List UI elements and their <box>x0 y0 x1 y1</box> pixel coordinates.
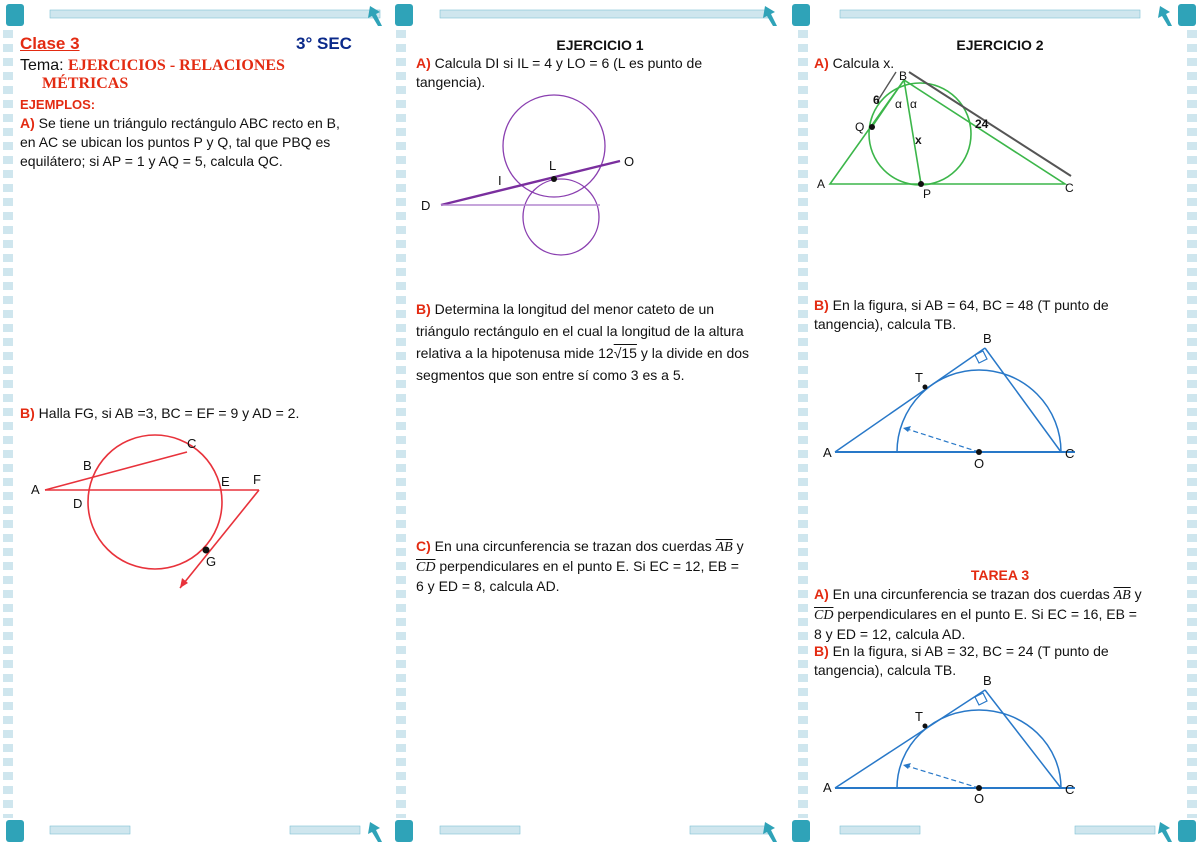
label-b: B <box>983 331 992 346</box>
label-a: A <box>823 780 832 795</box>
exercise-2-b: B) En la figura, si AB = 64, BC = 48 (T punto de tangencia), calcula TB. <box>814 297 1109 332</box>
figure-secant-circle <box>25 430 285 600</box>
side-ab <box>835 690 985 788</box>
radius-dashed <box>907 766 979 788</box>
homework-a: A) En una circunferencia se trazan dos cuerdas $\overline{AB}$ y $\overline{CD}$ perpendiculares en el punto E. Si EC = 16, EB = 8 y ED = 12, calcula AD. <box>814 586 1142 642</box>
topic-title <box>20 57 380 93</box>
bottom-border-decoration <box>0 818 1200 848</box>
label-24: 24 <box>975 117 989 131</box>
example-b: B) Halla FG, si AB =3, BC = EF = 9 y AD = 2. <box>20 405 300 421</box>
label-d: D <box>73 496 83 511</box>
point-g <box>203 547 210 554</box>
radius-dashed <box>907 429 979 452</box>
exercise-1-title: EJERCICIO 1 <box>556 37 644 53</box>
circle <box>88 435 222 569</box>
label-q: Q <box>855 120 865 134</box>
label-o: O <box>974 456 985 471</box>
label-b: B <box>83 458 92 473</box>
topic-prefix: Tema: <box>20 57 69 74</box>
exercise-1-b: B) Determina la longitud del menor cateto de un triángulo rectángulo en el cual la longitud de la altura relativa a la hipotenusa mide 12√15 y la divide en dos segmentos que son entre sí como 3 es a 5. <box>416 301 750 383</box>
label-a: A <box>31 482 40 497</box>
point-l <box>551 176 557 182</box>
side-ab <box>835 348 985 452</box>
side-bc <box>985 690 1061 788</box>
figure-semicircle-1 <box>815 325 1085 475</box>
measure-24 <box>909 72 1071 176</box>
top-border-decoration <box>0 0 1200 30</box>
measure-6 <box>877 72 896 102</box>
exercise-1-c: C) En una circunferencia se trazan dos cuerdas $\overline{AB}$ y $\overline{CD}$ perpendiculares en el punto E. Si EC = 12, EB = 6 y ED = 8, calcula AD. <box>416 538 744 594</box>
exercise-1-a: A) Calcula DI si IL = 4 y LO = 6 (L es punto de tangencia). <box>416 55 703 90</box>
point-t <box>923 385 928 390</box>
figure-semicircle-2 <box>815 668 1085 808</box>
label-o: O <box>624 154 635 169</box>
exercise-2-a: A) Calcula x. <box>814 55 895 71</box>
examples-heading: EJEMPLOS: <box>20 97 96 112</box>
topic-line-2: MÉTRICAS <box>42 75 129 92</box>
label-d2: D <box>421 198 431 213</box>
label-c: C <box>1065 181 1074 195</box>
label-c: C <box>1065 782 1075 797</box>
label-f: F <box>253 472 261 487</box>
label-alpha-1: α <box>895 97 902 111</box>
label-c: C <box>1065 446 1075 461</box>
side-bc <box>985 348 1061 452</box>
label-b: B <box>983 673 992 688</box>
homework-title: TAREA 3 <box>970 567 1030 583</box>
arrow-head-icon <box>903 763 911 769</box>
label-o: O <box>974 791 985 806</box>
point-q <box>869 124 875 130</box>
label-b: B <box>899 69 908 83</box>
homework-b: B) En la figura, si AB = 32, BC = 24 (T punto de tangencia), calcula TB. <box>814 643 1109 678</box>
tangent-fg <box>180 490 259 588</box>
label-a: A <box>817 177 826 191</box>
label-p: P <box>923 187 932 201</box>
label-6: 6 <box>873 93 880 107</box>
label-t: T <box>915 709 923 724</box>
label-x: x <box>915 133 922 147</box>
segment-bp <box>904 80 921 184</box>
label-t: T <box>915 370 923 385</box>
label-a: A <box>823 445 832 460</box>
secant-do <box>441 161 620 205</box>
exercise-2-title: EJERCICIO 2 <box>956 37 1044 53</box>
point-o <box>976 449 982 455</box>
arrow-head-icon <box>903 426 911 432</box>
label-i: I <box>498 173 502 188</box>
label-l: L <box>549 158 557 173</box>
figure-triangle-incircle <box>815 68 1085 208</box>
label-e: E <box>221 474 230 489</box>
secant-ac <box>45 452 187 490</box>
right-border-decoration <box>1187 30 1197 818</box>
divider-border-1 <box>396 30 406 818</box>
topic-line-1: EJERCICIOS - RELACIONES <box>68 57 285 74</box>
class-label: Clase 3 <box>20 34 80 53</box>
label-g: G <box>206 554 217 569</box>
point-t <box>923 724 928 729</box>
figure-two-circles <box>415 90 655 290</box>
label-c: C <box>187 436 197 451</box>
left-border-decoration <box>3 30 13 818</box>
example-a: A) Se tiene un triángulo rectángulo ABC recto en B, en AC se ubican los puntos P y Q, tal que PBQ es equilátero; si AP = 1 y AQ = 5, calcula QC. <box>20 115 340 169</box>
divider-border-2 <box>798 30 808 818</box>
label-alpha-2: α <box>910 97 917 111</box>
small-circle <box>523 179 599 255</box>
grade-label: 3° SEC <box>296 34 352 53</box>
